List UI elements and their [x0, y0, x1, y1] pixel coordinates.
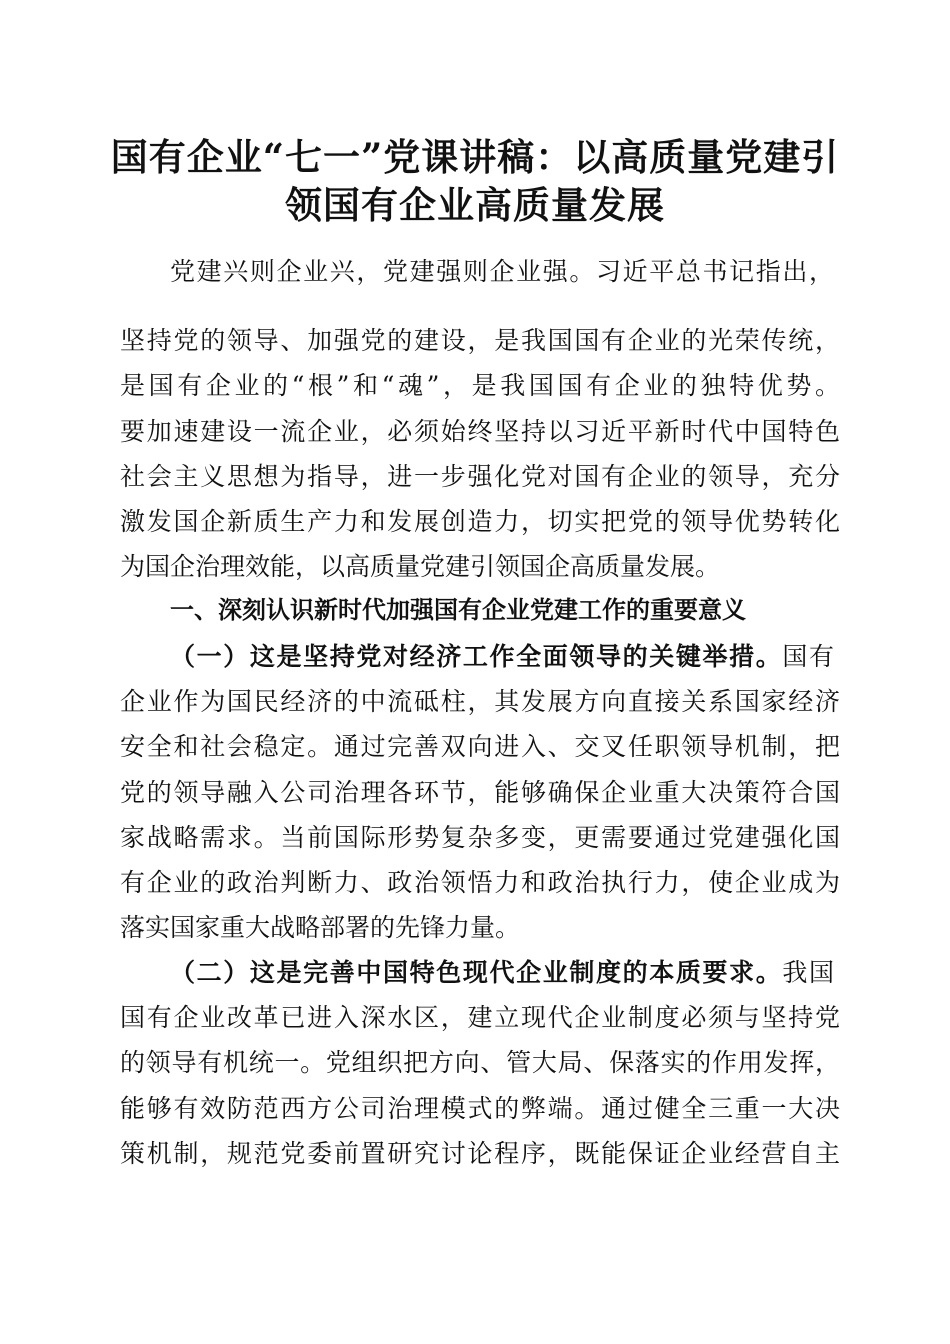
sub1-line: 企业作为国民经济的中流砥柱，其发展方向直接关系国家经济 [120, 687, 840, 716]
intro-line: 坚持党的领导、加强党的建设，是我国国有企业的光荣传统， [120, 326, 840, 355]
document-title-line-1: 国有企业“七一”党课讲稿：以高质量党建引 [110, 135, 840, 179]
sub2-first-line [170, 950, 834, 995]
document-title-line-2: 领国有企业高质量发展 [285, 183, 665, 227]
intro-line: 社会主义思想为指导，进一步强化党对国有企业的领导，充分 [120, 462, 840, 491]
intro-line: 激发国企新质生产力和发展创造力，切实把党的领导优势转化 [120, 507, 840, 536]
sub1-first-line [170, 634, 834, 679]
sub1-line: 家战略需求。当前国际形势复杂多变，更需要通过党建强化国 [120, 823, 840, 852]
sub2-first-rest: 我国 [782, 958, 834, 987]
sub1-line: 党的领导融入公司治理各环节，能够确保企业重大决策符合国 [120, 778, 840, 807]
sub1-line: 有企业的政治判断力、政治领悟力和政治执行力，使企业成为 [120, 868, 840, 897]
intro-line: 要加速建设一流企业，必须始终坚持以习近平新时代中国特色 [120, 417, 840, 446]
sub1-first-rest: 国有 [782, 642, 834, 671]
intro-line: 党建兴则企业兴，党建强则企业强。习近平总书记指出， [170, 257, 834, 286]
sub2-line: 能够有效防范西方公司治理模式的弊端。通过健全三重一大决 [120, 1094, 840, 1123]
section-1-heading: 一、深刻认识新时代加强国有企业党建工作的重要意义 [170, 596, 746, 624]
sub1-lead: （一）这是坚持党对经济工作全面领导的关键举措。 [170, 642, 783, 671]
sub2-line: 的领导有机统一。党组织把方向、管大局、保落实的作用发挥， [120, 1048, 840, 1077]
intro-line: 为国企治理效能，以高质量党建引领国企高质量发展。 [120, 552, 721, 581]
sub2-lead: （二）这是完善中国特色现代企业制度的本质要求。 [170, 958, 783, 987]
intro-line: 是国有企业的“根”和“魂”，是我国国有企业的独特优势。 [120, 371, 840, 400]
sub1-line: 落实国家重大战略部署的先锋力量。 [120, 913, 521, 942]
sub1-line: 安全和社会稳定。通过完善双向进入、交叉任职领导机制，把 [120, 732, 840, 761]
sub2-line: 国有企业改革已进入深水区，建立现代企业制度必须与坚持党 [120, 1003, 840, 1032]
sub2-line: 策机制，规范党委前置研究讨论程序，既能保证企业经营自主 [120, 1139, 840, 1168]
